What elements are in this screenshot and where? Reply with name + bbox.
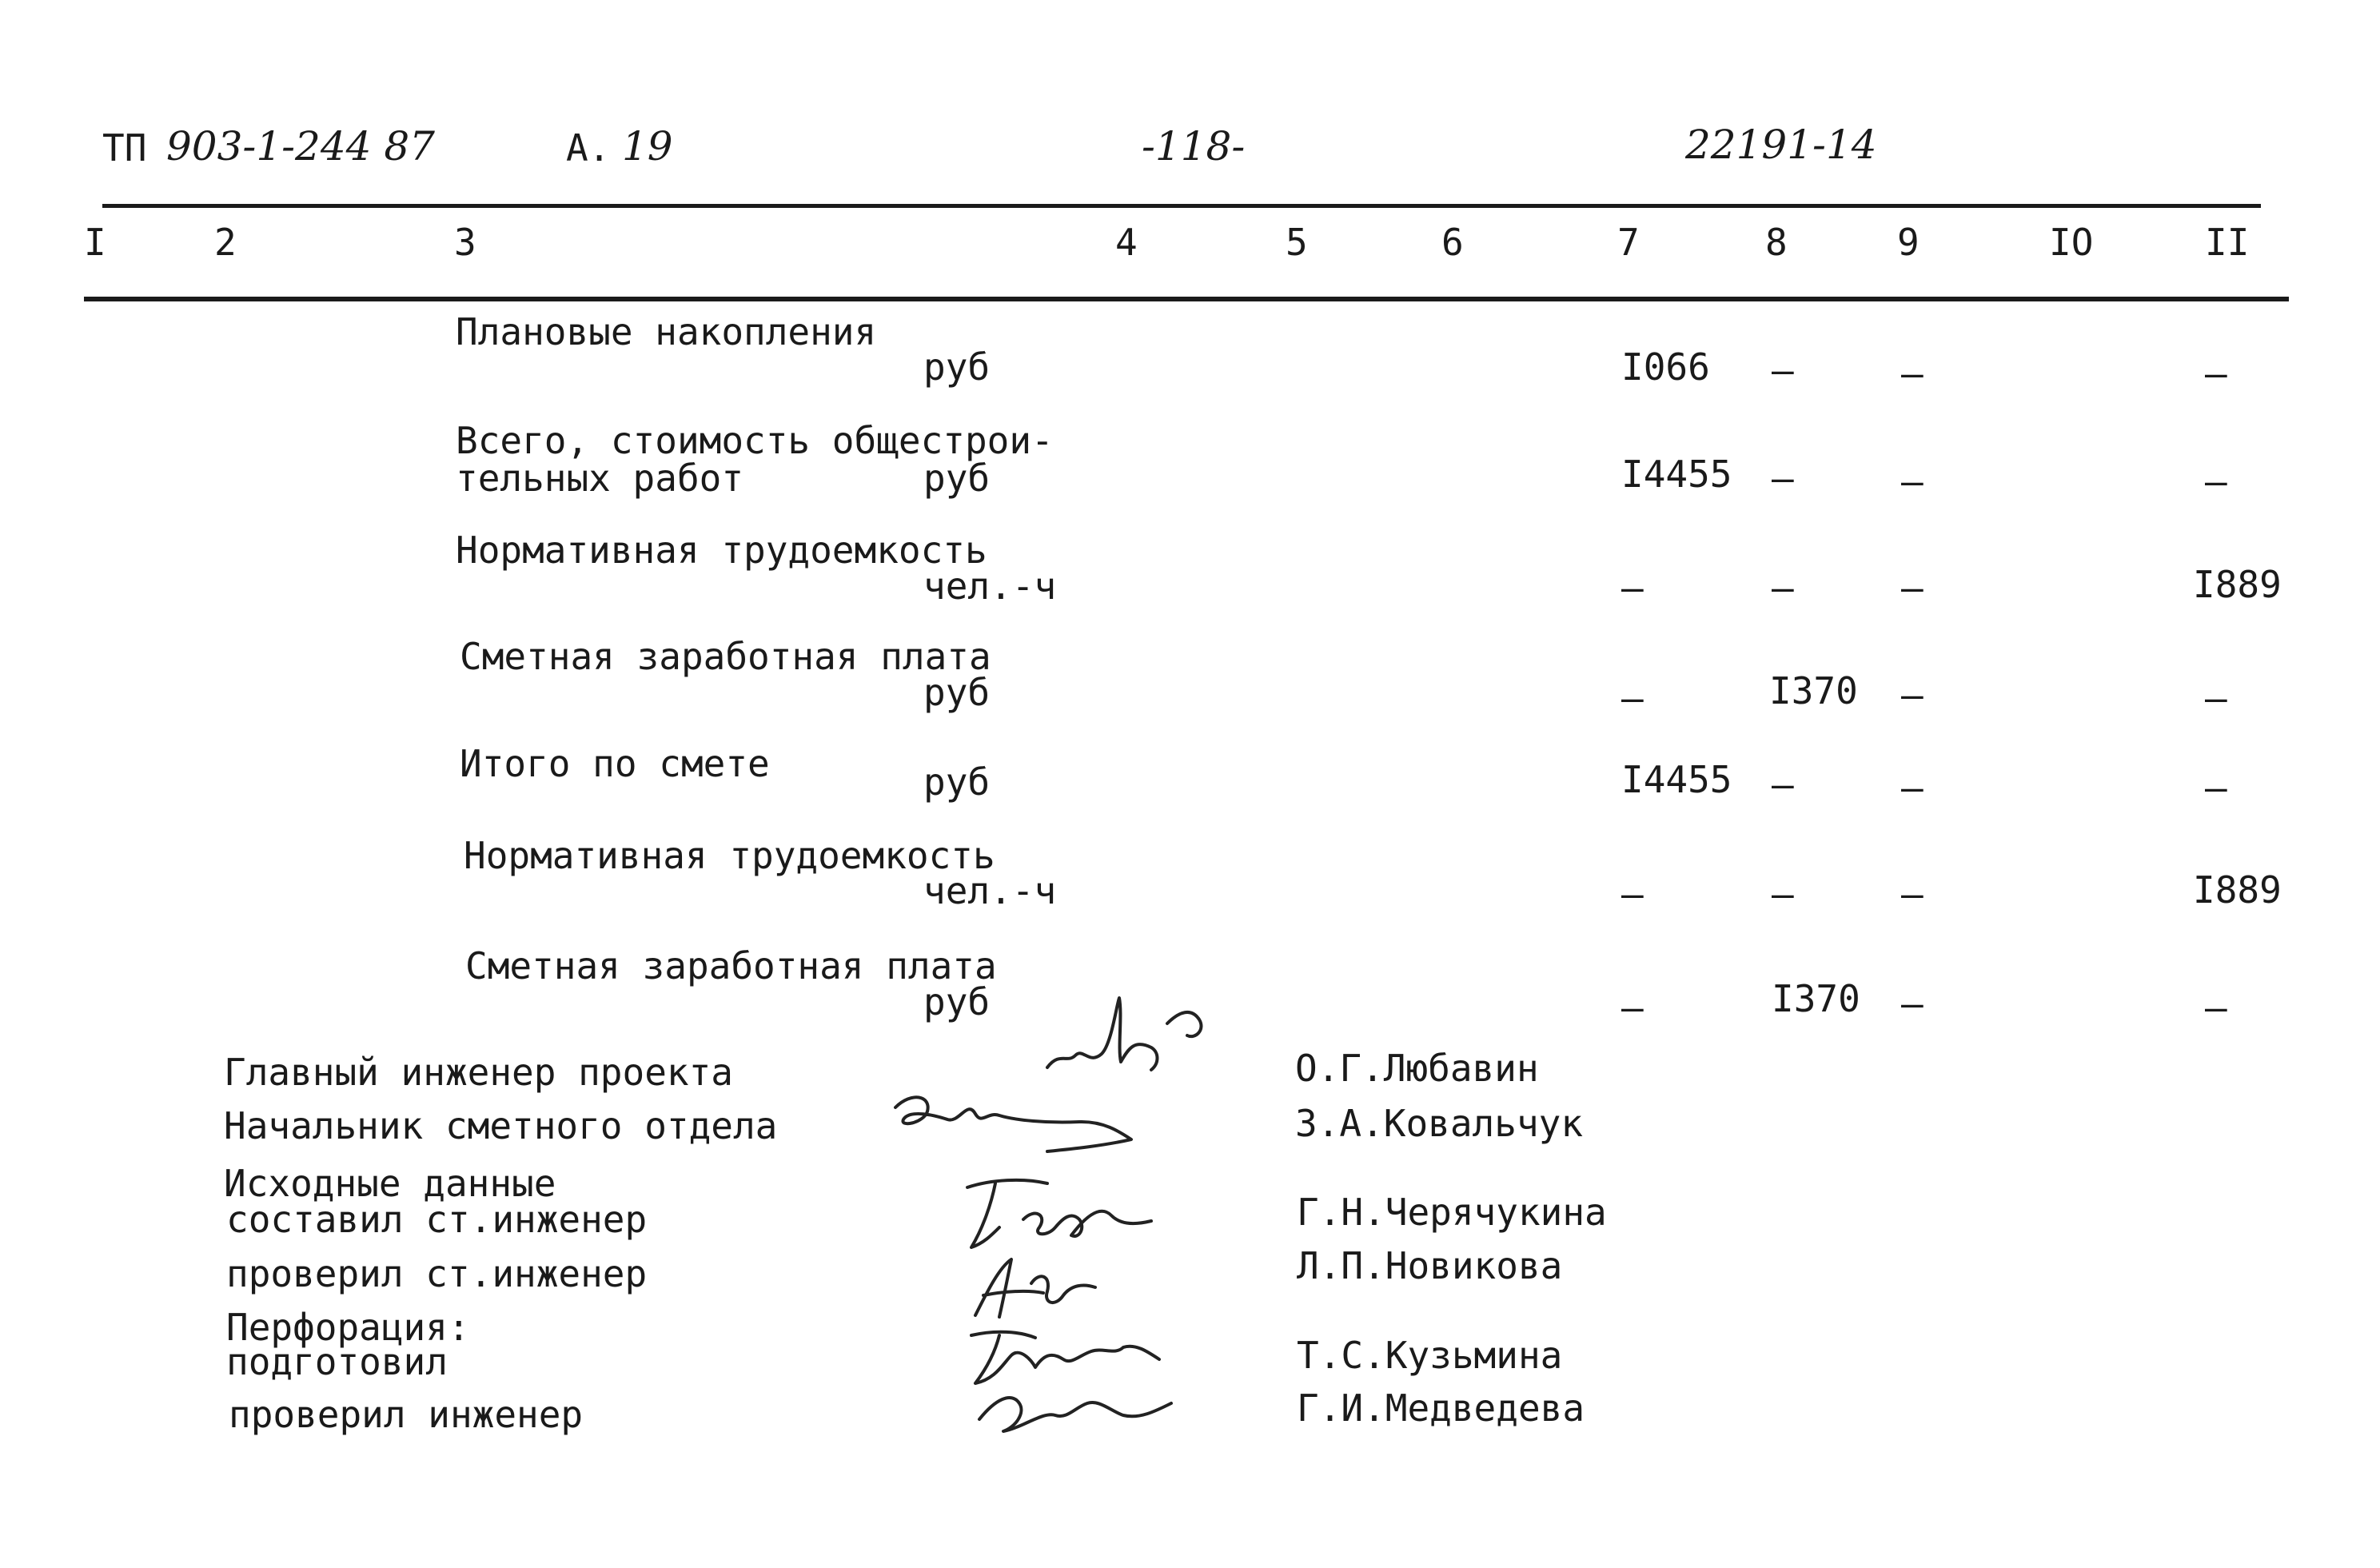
row-4-label: Сметная заработная плата — [460, 635, 991, 678]
signer-3-name: Г.Н.Черячукина — [1297, 1191, 1607, 1234]
row-7-unit: руб — [923, 980, 991, 1023]
column-header-7: 7 — [1617, 221, 1640, 264]
album-prefix: А. — [566, 126, 611, 170]
row-4-unit: руб — [923, 671, 991, 714]
column-header-4: 4 — [1115, 221, 1138, 264]
signer-2-name: З.А.Ковальчук — [1295, 1102, 1584, 1145]
signer-4-name: Л.П.Новикова — [1297, 1244, 1563, 1287]
document-number: 22191-14 — [1685, 122, 1877, 168]
handwritten-signature-3 — [959, 1171, 1167, 1259]
row-5-col11: – — [2205, 766, 2227, 809]
row-7-col7: – — [1621, 986, 1644, 1029]
row-7-col9: – — [1901, 982, 1924, 1025]
row-2-col7: I4455 — [1621, 453, 1732, 496]
row-1-label: Плановые накопления — [456, 310, 877, 353]
row-4-col8: I370 — [1769, 669, 1858, 712]
row-7-col8: I370 — [1772, 977, 1860, 1020]
row-6-col11: I889 — [2193, 868, 2282, 912]
signer-4-role: проверил ст.инженер — [226, 1252, 648, 1295]
row-4-col11: – — [2205, 676, 2227, 720]
row-6-col8: – — [1772, 872, 1794, 916]
row-5-unit: руб — [923, 760, 991, 804]
table-header-rule — [84, 297, 2289, 301]
column-header-11: II — [2205, 221, 2250, 264]
row-6-col9: – — [1901, 872, 1924, 916]
row-6-unit: чел.-ч — [923, 869, 1057, 912]
column-header-5: 5 — [1286, 221, 1308, 264]
column-header-8: 8 — [1765, 221, 1788, 264]
row-6-col7: – — [1621, 872, 1644, 916]
column-header-3: 3 — [454, 221, 476, 264]
column-header-6: 6 — [1441, 221, 1464, 264]
row-3-col8: – — [1772, 566, 1794, 609]
signer-6-role: проверил инженер — [229, 1393, 584, 1436]
row-1-col7: I066 — [1621, 345, 1710, 389]
signer-1-role: Главный инженер проекта — [224, 1051, 733, 1094]
row-4-col9: – — [1901, 673, 1924, 716]
album-number: 19 — [622, 123, 673, 170]
signer-3-role-cont: составил ст.инженер — [226, 1198, 648, 1241]
page-number: -118- — [1142, 123, 1246, 170]
handwritten-signature-5 — [955, 1323, 1187, 1443]
row-1-unit: руб — [923, 345, 991, 389]
column-header-10: IO — [2049, 221, 2094, 264]
header-prefix: ТП — [102, 126, 147, 170]
row-5-col7: I4455 — [1621, 758, 1732, 801]
row-2-label-cont: тельных работ — [456, 457, 744, 500]
row-3-col7: – — [1621, 566, 1644, 609]
row-2-col8: – — [1772, 457, 1794, 500]
row-5-col8: – — [1772, 763, 1794, 806]
row-5-col9: – — [1901, 766, 1924, 809]
row-3-unit: чел.-ч — [923, 565, 1057, 608]
signer-3-role: Исходные данные — [224, 1162, 556, 1205]
signer-2-role: Начальник сметного отдела — [224, 1104, 778, 1147]
signer-5-role-cont: подготовил — [226, 1340, 448, 1383]
row-1-col11: – — [2205, 352, 2227, 395]
row-2-col11: – — [2205, 460, 2227, 503]
row-7-label: Сметная заработная плата — [465, 944, 997, 987]
table-top-rule — [102, 204, 2261, 208]
signer-6-name: Г.И.Медведева — [1297, 1386, 1585, 1430]
column-header-1: I — [84, 221, 106, 264]
signer-1-name: О.Г.Любавин — [1295, 1047, 1539, 1090]
row-2-label: Всего, стоимость общестрои- — [456, 419, 1054, 462]
row-7-col11: – — [2205, 986, 2227, 1029]
row-2-col9: – — [1901, 460, 1924, 503]
signer-5-role: Перфорация: — [226, 1306, 470, 1349]
column-header-2: 2 — [214, 221, 237, 264]
signer-5-name: Т.С.Кузьмина — [1297, 1334, 1563, 1377]
project-code: 903-1-244 87 — [166, 123, 435, 170]
column-header-9: 9 — [1897, 221, 1920, 264]
row-3-label: Нормативная трудоемкость — [456, 529, 987, 572]
handwritten-signature-4 — [963, 1251, 1107, 1323]
handwritten-signature-2 — [887, 1083, 1143, 1155]
row-2-unit: руб — [923, 457, 991, 500]
row-6-label: Нормативная трудоемкость — [464, 834, 995, 877]
row-3-col9: – — [1901, 566, 1924, 609]
row-1-col9: – — [1901, 352, 1924, 395]
row-3-col11: I889 — [2193, 563, 2282, 606]
row-5-label: Итого по смете — [460, 742, 770, 785]
row-1-col8: – — [1772, 349, 1794, 392]
row-4-col7: – — [1621, 676, 1644, 720]
